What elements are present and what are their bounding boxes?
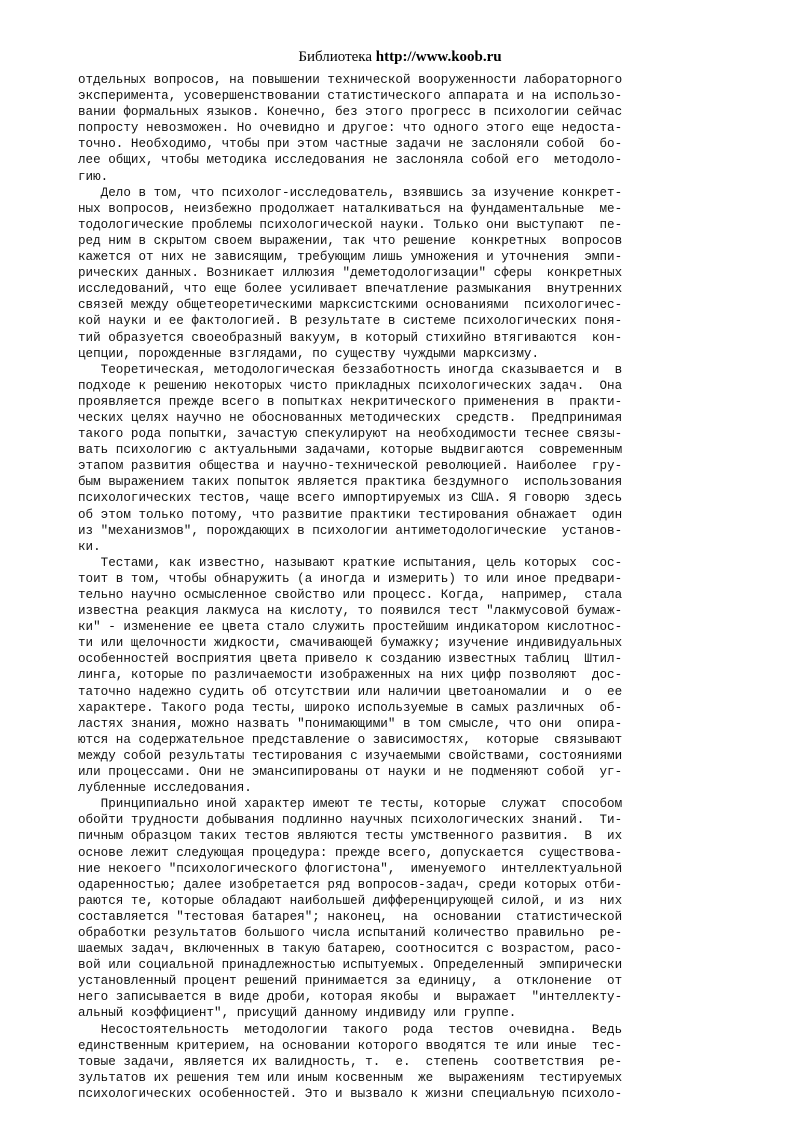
text-line: гию. xyxy=(78,169,109,184)
text-line: психологических тестов, чаще всего импортируемых из США. Я говорю здесь xyxy=(78,491,623,506)
text-line: характере. Такого рода тесты, широко используемые в самых различных об- xyxy=(78,700,623,715)
text-line: Дело в том, что психолог-исследователь, взявшись за изучение конкрет- xyxy=(78,185,623,200)
text-line: него записывается в виде дроби, которая якобы и выражает "интеллекту- xyxy=(78,990,623,1005)
text-line: обработки результатов большого числа испытаний количество правильно ре- xyxy=(78,925,623,940)
text-line: товые задачи, является их валидность, т. е. степень соответствия ре- xyxy=(78,1054,623,1069)
text-line: зультатов их решения тем или иным косвенным же выражениям тестируемых xyxy=(78,1070,623,1085)
text-line: особенностей восприятия цвета привело к созданию известных таблиц Штил- xyxy=(78,652,623,667)
text-line: вании формальных языков. Конечно, без этого прогресс в психологии сейчас xyxy=(78,105,623,120)
text-line: бым выражением таких попыток является практика бездумного использования xyxy=(78,475,623,490)
text-line: альный коэффициент", присущий данному индивиду или группе. xyxy=(78,1006,517,1021)
text-line: психологических особенностей. Это и вызвало к жизни специальную психоло- xyxy=(78,1086,623,1101)
text-line: ческих целях научно не обоснованных методических средств. Предпринимая xyxy=(78,410,623,425)
text-line: ки. xyxy=(78,539,101,554)
text-line: из "механизмов", порождающих в психологии антиметодологические установ- xyxy=(78,523,623,538)
text-line: тодологические проблемы психологической науки. Только они выступают пе- xyxy=(78,217,623,232)
text-line: составляется "тестовая батарея"; наконец, на основании статистической xyxy=(78,909,623,924)
text-line: основе лежит следующая процедура: прежде всего, допускается существова- xyxy=(78,845,623,860)
text-line: шаемых задач, включенных в такую батарею, соотносится с возрастом, расо- xyxy=(78,942,623,957)
text-line: ние некоего "психологического флогистона", именуемого интеллектуальной xyxy=(78,861,623,876)
text-line: известна реакция лакмуса на кислоту, то появился тест "лакмусовой бумаж- xyxy=(78,604,623,619)
text-line: ред ним в скрытом своем выражении, так что решение конкретных вопросов xyxy=(78,233,623,248)
text-line: единственным критерием, на основании которого вводятся те или иные тес- xyxy=(78,1038,623,1053)
text-line: попросту невозможен. Но очевидно и другое: что одного этого еще недоста- xyxy=(78,121,623,136)
text-line: рических данных. Возникает иллюзия "деметодологизации" сферы конкретных xyxy=(78,266,623,281)
text-line: исследований, что еще более усиливает впечатление размыкания внутренних xyxy=(78,282,623,297)
text-line: ются на содержательное представление о зависимостях, которые связывают xyxy=(78,732,623,747)
text-line: об этом только потому, что развитие практики тестирования обнажает один xyxy=(78,507,623,522)
text-line: вой или социальной принадлежностью испытуемых. Определенный эмпирически xyxy=(78,958,623,973)
text-line: таточно надежно судить об отсутствии или наличии цветоаномалии и о ее xyxy=(78,684,623,699)
text-line: Несостоятельность методологии такого рода тестов очевидна. Ведь xyxy=(78,1022,623,1037)
text-line: лубленные исследования. xyxy=(78,781,252,796)
text-line: такого рода попытки, зачастую спекулируют на необходимости теснее связы- xyxy=(78,427,623,442)
text-line: этапом развития общества и научно-технической революцией. Наиболее гру- xyxy=(78,459,623,474)
text-line: ки" - изменение ее цвета стало служить простейшим индикатором кислотнос- xyxy=(78,620,623,635)
text-line: проявляется прежде всего в попытках некритического применения в практи- xyxy=(78,394,623,409)
text-line: Теоретическая, методологическая беззаботность иногда сказывается и в xyxy=(78,362,623,377)
text-line: эксперимента, усовершенствовании статистического аппарата и на использо- xyxy=(78,89,623,104)
text-line: линга, которые по различаемости изображенных на них цифр позволяют дос- xyxy=(78,668,623,683)
text-line: обойти трудности добывания подлинно научных психологических знаний. Ти- xyxy=(78,813,623,828)
text-line: ластях знания, можно назвать "понимающими" в том смысле, что они опира- xyxy=(78,716,623,731)
text-line: раются те, которые обладают наибольшей дифференцирующей силой, и из них xyxy=(78,893,623,908)
text-line: цепции, порожденные взглядами, по существу чуждыми марксизму. xyxy=(78,346,540,361)
text-line: ти или щелочности жидкости, смачивающей бумажку; изучение индивидуальных xyxy=(78,636,623,651)
text-line: Принципиально иной характер имеют те тесты, которые служат способом xyxy=(78,797,623,812)
text-line: подходе к решению некоторых чисто прикладных психологических задач. Она xyxy=(78,378,623,393)
text-line: отдельных вопросов, на повышении технической вооруженности лабораторного xyxy=(78,73,623,87)
text-line: тельно научно осмысленное свойство или процесс. Когда, например, стала xyxy=(78,588,623,602)
text-line: тий образуется своеобразный вакуум, в который стихийно втягиваются кон- xyxy=(78,330,623,345)
text-line: кажется от них не зависящим, требующим лишь умножения и уточнения эмпи- xyxy=(78,250,623,265)
text-line: между собой результаты тестирования с изучаемыми свойствами, состояниями xyxy=(78,748,623,763)
page-header xyxy=(0,48,800,66)
text-line: пичным образцом таких тестов являются тесты умственного развития. В их xyxy=(78,829,623,844)
text-line: или процессами. Они не эмансипированы от науки и не подменяют собой уг- xyxy=(78,765,623,780)
text-line: связей между общетеоретическими марксистскими основаниями психологичес- xyxy=(78,298,623,313)
text-line: Тестами, как известно, называют краткие испытания, цель которых сос- xyxy=(78,555,623,570)
body-text xyxy=(78,72,738,1102)
text-line: ных вопросов, неизбежно продолжает наталкиваться на фундаментальные ме- xyxy=(78,201,623,216)
text-line: одаренностью; далее изобретается ряд вопросов-задач, среди которых отби- xyxy=(78,877,623,892)
text-line: кой науки и ее фактологией. В результате в системе психологических поня- xyxy=(78,314,623,329)
text-line: вать психологию с актуальными задачами, которые выдвигаются современным xyxy=(78,443,623,458)
text-line: тоит в том, чтобы обнаружить (а иногда и измерить) то или иное предвари- xyxy=(78,571,623,586)
text-line: установленный процент решений принимается за единицу, а отклонение от xyxy=(78,974,623,989)
text-line: точно. Необходимо, чтобы при этом частные задачи не заслоняли собой бо- xyxy=(78,137,623,152)
text-line: лее общих, чтобы методика исследования не заслоняла собой его методоло- xyxy=(78,153,623,168)
header-label: Библиотека xyxy=(298,49,373,65)
header-url-link[interactable]: http://www.koob.ru xyxy=(375,49,502,65)
